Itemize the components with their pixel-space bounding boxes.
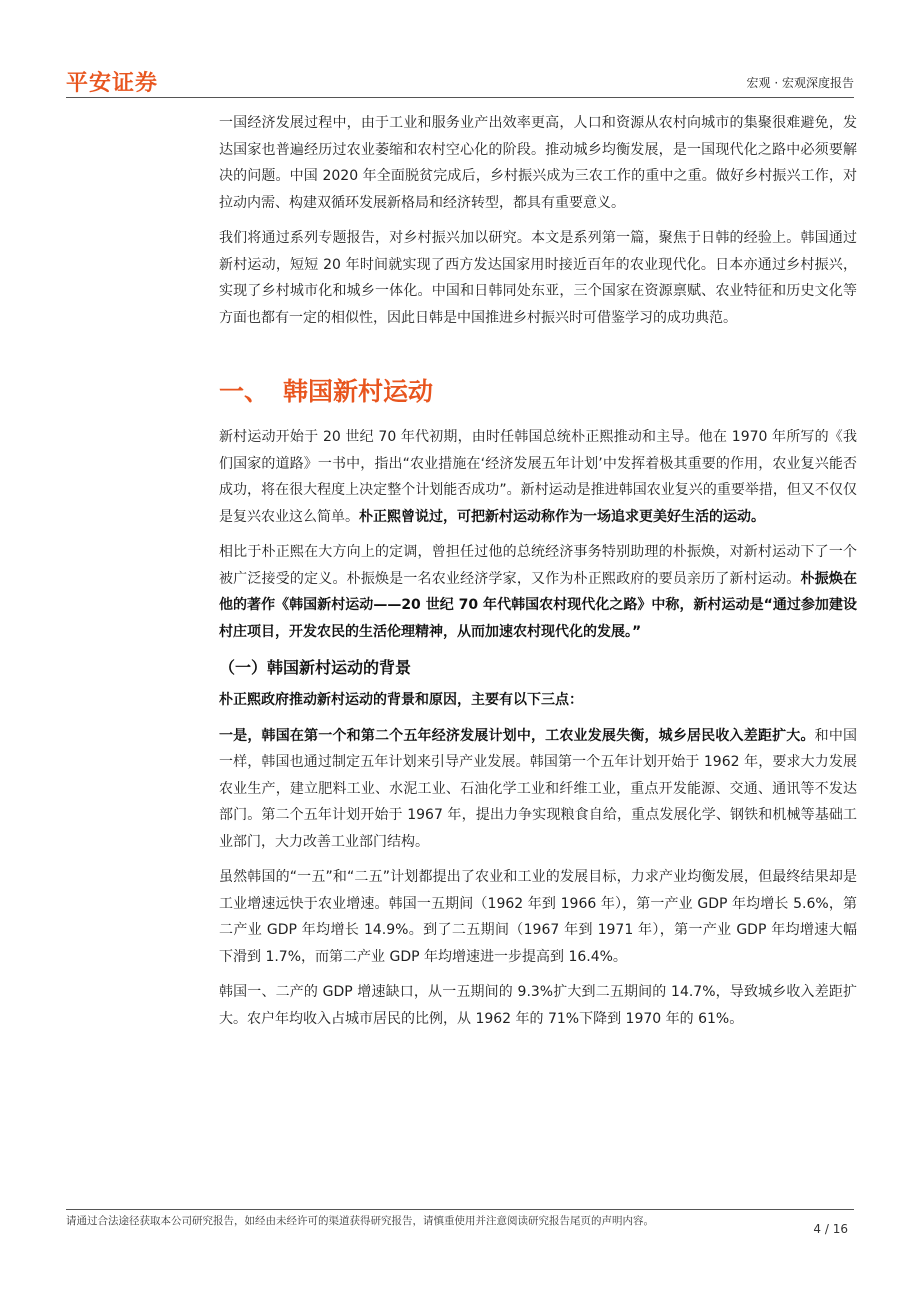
subsection-paragraph-2: 虽然韩国的“一五”和“二五”计划都提出了农业和工业的发展目标，力求产业均衡发展，但最终结果却是工业增速远快于农业增速。韩国一五期间（1962 年到 1966 年），第一产业 GDP 年均增长 5.6%，第二产业 GDP 年均增长 14.9%。到了二五期间（1967 年到 1971 年），第一产业 GDP 年均增速大幅下滑到 1.7%，而第二产业 GDP 年均增速进一步提高到 16.4%。	[219, 869, 857, 965]
section-title: 韩国新村运动	[283, 377, 434, 406]
footer-disclaimer: 请通过合法途径获取本公司研究报告，如经由未经许可的渠道获得研究报告，请慎重使用并注意阅读研究报告尾页的声明内容。	[66, 1215, 654, 1227]
subsection-heading: （一）韩国新村运动的背景	[219, 658, 412, 677]
subsection-paragraph-1-emphasis: 一是，韩国在第一个和第二个五年经济发展计划中，工农业发展失衡，城乡居民收入差距扩大。	[219, 727, 815, 744]
section-heading	[219, 375, 857, 409]
company-logo: 平安证券	[66, 71, 159, 96]
footer-divider	[66, 1209, 854, 1210]
section-paragraph-2-text: 相比于朴正熙在大方向上的定调，曾担任过他的总统经济事务特别助理的朴振焕，对新村运动下了一个被广泛接受的定义。朴振焕是一名农业经济学家，又作为朴正熙政府的要员亲历了新村运动。	[219, 544, 857, 587]
header-divider	[66, 97, 854, 98]
section-number: 一、	[219, 377, 270, 406]
section-paragraph-1-text: 新村运动开始于 20 世纪 70 年代初期，由时任韩国总统朴正熙推动和主导。他在 1970 年所写的《我们国家的道路》一书中，指出“农业措施在‘经济发展五年计划’中发挥着极其重要的作用，农业复兴能否成功，将在很大程度上决定整个计划能否成功”。新村运动是推进韩国农业复兴的重要举措，但又不仅仅是复兴农业这么简单。	[219, 429, 857, 525]
section-paragraph-1	[219, 424, 857, 530]
intro-paragraph-1: 一国经济发展过程中，由于工业和服务业产出效率更高，人口和资源从农村向城市的集聚很难避免，发达国家也普遍经历过农业萎缩和农村空心化的阶段。推动城乡均衡发展，是一国现代化之路中必须要解决的问题。中国 2020 年全面脱贫完成后，乡村振兴成为三农工作的重中之重。做好乡村振兴工作，对拉动内需、构建双循环发展新格局和经济转型，都具有重要意义。	[219, 115, 857, 211]
subsection-paragraph-1	[219, 723, 857, 856]
subsection-lead: 朴正熙政府推动新村运动的背景和原因，主要有以下三点：	[219, 692, 583, 708]
subsection-paragraph-1-text: 和中国一样，韩国也通过制定五年计划来引导产业发展。韩国第一个五年计划开始于 1962 年，要求大力发展农业生产，建立肥料工业、水泥工业、石油化学工业和纤维工业，重点开发能源、交通、通讯等不发达部门。第二个五年计划开始于 1967 年，提出力争实现粮食自给，重点发展化学、钢铁和机械等基础工业部门，大力改善工业部门结构。	[219, 727, 858, 850]
report-category: 宏观 · 宏观深度报告	[746, 76, 854, 90]
page-number: 4 / 16	[813, 1222, 848, 1236]
section-paragraph-2	[219, 539, 857, 645]
report-body	[219, 110, 857, 1041]
section-paragraph-2-emphasis: 朴振焕在他的著作《韩国新村运动——20 世纪 70 年代韩国农村现代化之路》中称，新村运动是“通过参加建设村庄项目，开发农民的生活伦理精神，从而加速农村现代化的发展。”	[219, 570, 857, 640]
subsection-paragraph-3: 韩国一、二产的 GDP 增速缺口，从一五期间的 9.3%扩大到二五期间的 14.7%，导致城乡收入差距扩大。农户年均收入占城市居民的比例，从 1962 年的 71%下降到 1970 年的 61%。	[219, 984, 857, 1027]
section-paragraph-1-emphasis: 朴正熙曾说过，可把新村运动称作为一场追求更美好生活的运动。	[359, 508, 765, 525]
intro-paragraph-2: 我们将通过系列专题报告，对乡村振兴加以研究。本文是系列第一篇，聚焦于日韩的经验上。韩国通过新村运动，短短 20 年时间就实现了西方发达国家用时接近百年的农业现代化。日本亦通过乡村振兴，实现了乡村城市化和城乡一体化。中国和日韩同处东亚，三个国家在资源禀赋、农业特征和历史文化等方面也都有一定的相似性，因此日韩是中国推进乡村振兴时可借鉴学习的成功典范。	[219, 230, 857, 326]
